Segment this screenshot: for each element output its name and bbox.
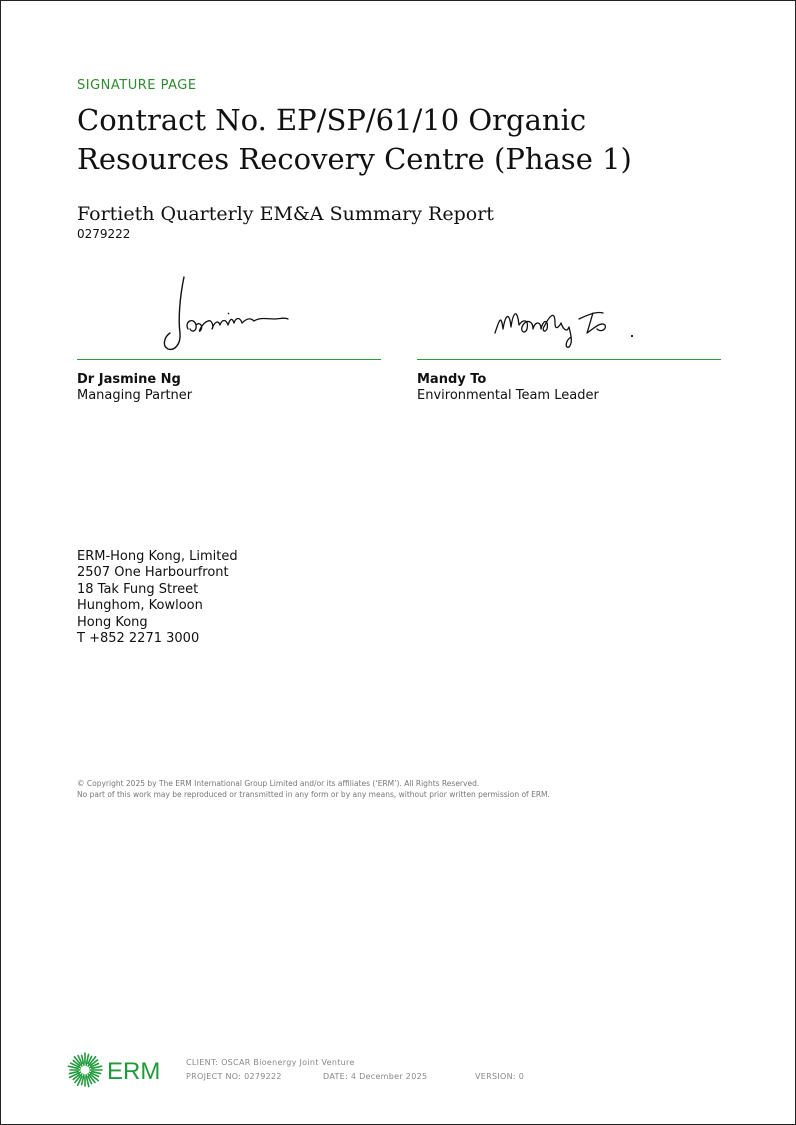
footer-version: VERSION: 0 — [475, 1072, 525, 1081]
signatory-role-2: Environmental Team Leader — [417, 388, 599, 403]
signatory-role-1: Managing Partner — [77, 388, 193, 403]
address-line: ERM-Hong Kong, Limited — [77, 549, 238, 564]
footer-date: DATE: 4 December 2025 — [323, 1072, 428, 1081]
signatory-name-2: Mandy To — [417, 372, 487, 387]
signature-mandy-to — [489, 299, 649, 355]
address-line: Hunghom, Kowloon — [77, 598, 203, 614]
footer-client: CLIENT: OSCAR Bioenergy Joint Venture — [186, 1058, 355, 1067]
signature-jasmine-ng — [156, 271, 296, 356]
report-subtitle: Fortieth Quarterly EM&A Summary Report — [77, 203, 494, 225]
copyright-line-2: No part of this work may be reproduced or transmitted in any form or by any means, without prior written permission of ERM. — [77, 789, 550, 799]
company-address — [77, 549, 238, 647]
signatory-name-1: Dr Jasmine Ng — [77, 372, 181, 387]
signature-line-2 — [417, 359, 721, 360]
section-eyebrow: SIGNATURE PAGE — [77, 78, 197, 93]
address-phone: T +852 2271 3000 — [77, 631, 200, 647]
address-line: 18 Tak Fung Street — [77, 581, 199, 597]
project-number: 0279222 — [77, 227, 131, 241]
document-title: Contract No. EP/SP/61/10 Organic Resources Recovery Centre (Phase 1) — [77, 103, 632, 176]
erm-logo-text: ERM — [107, 1058, 161, 1085]
erm-sunburst-icon — [68, 1053, 102, 1087]
erm-logo — [65, 1050, 165, 1090]
address-line: Hong Kong — [77, 614, 148, 630]
address-line: 2507 One Harbourfront — [77, 565, 229, 581]
copyright-notice — [77, 779, 550, 800]
signature-line-1 — [77, 359, 381, 360]
copyright-line-1: © Copyright 2025 by The ERM International Group Limited and/or its affiliates (‘ERM’). All Rights Reserved. — [77, 779, 480, 788]
footer-project-no: PROJECT NO: 0279222 — [186, 1072, 282, 1081]
